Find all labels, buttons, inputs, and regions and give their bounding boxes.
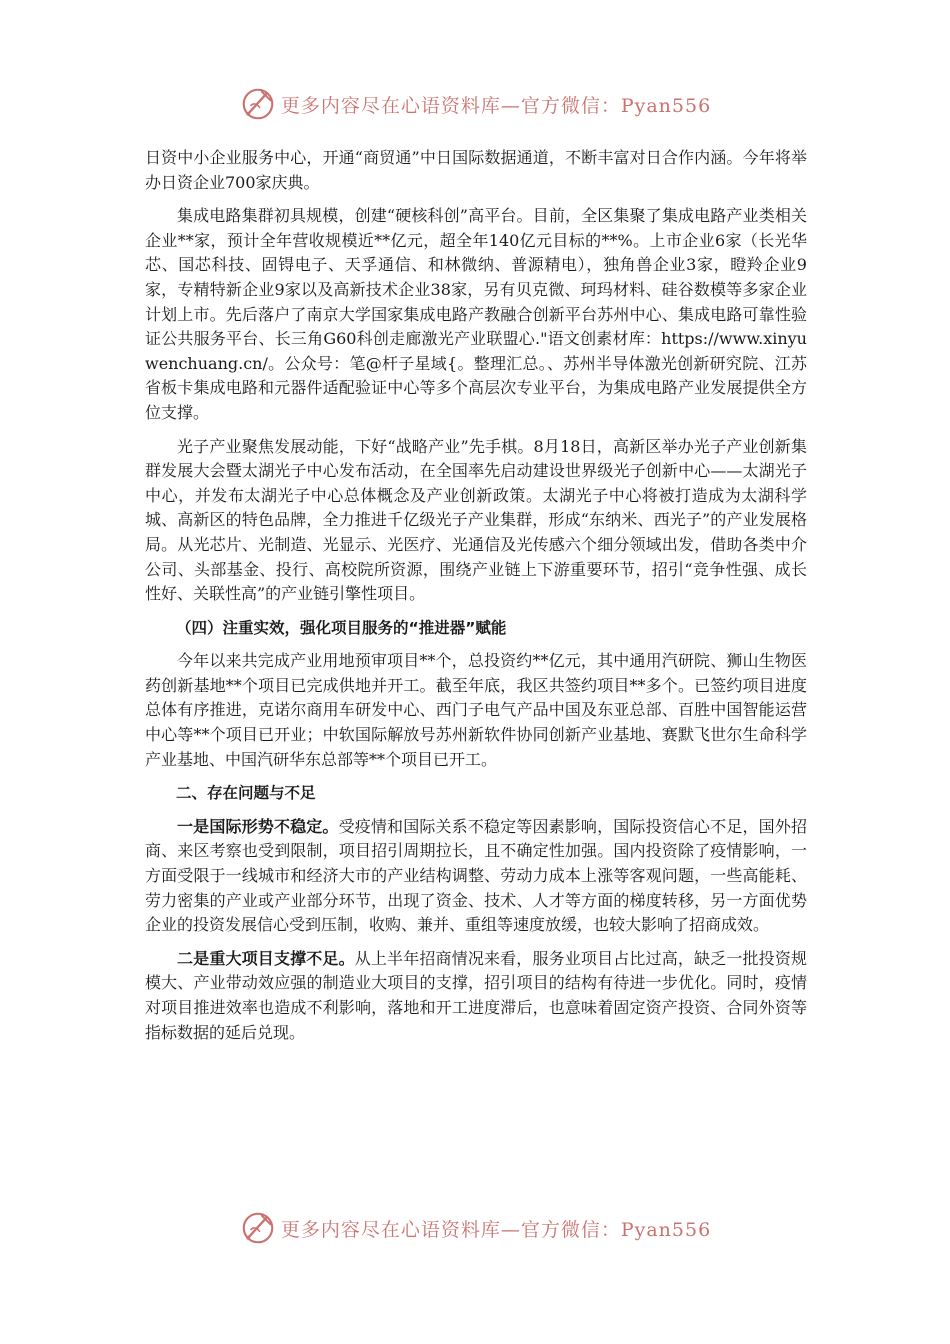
header-banner-text: 更多内容尽在心语资料库—官方微信：Pyan556 (280, 94, 712, 117)
section-heading-problems: 二、存在问题与不足 (176, 784, 316, 803)
paragraph-japan-service: 日资中小企业服务中心，开通“商贸通”中日国际数据通道，不断丰富对日合作内涵。今年将举办日资企业700家庆典。 (145, 148, 807, 192)
pen-logo-icon (239, 85, 277, 123)
paragraph-ic-cluster: 集成电路集群初具规模，创建“硬核科创”高平台。目前，全区集聚了集成电路产业类相关企业**家，预计全年营收规模近**亿元，超全年140亿元目标的**%。上市企业6家（长光华芯、国芯科技、固锝电子、天孚通信、和林微纳、普源精电），独角兽企业3家，瞪羚企业9家，专精特新企业9家以及高新技术企业38家，另有贝克微、珂玛材料、硅谷数模等多家企业计划上市。先后落户了南京大学国家集成电路产教融合创新平台苏州中心、集成电路可靠性验证公共服务平台、长三角G60科创走廊激光产业联盟心."语文创素材库：https://www.xinyuwenchuang.cn/。公众号：笔@杆子星域{。整理汇总。、苏州半导体激光创新研究院、江苏省板卡集成电路和元器件适配验证中心等多个高层次专业平台，为集成电路产业发展提供全方位支撑。 (145, 206, 807, 422)
document-body (145, 146, 807, 1054)
header-banner-inner (239, 85, 711, 123)
header-banner (0, 84, 950, 124)
footer-banner (0, 1208, 950, 1248)
body-international-situation: 受疫情和国际关系不稳定等因素影响，国际投资信心不足，国外招商、来区考察也受到限制，项目招引周期拉长，且不确定性加强。国内投资除了疫情影响，一方面受限于一线城市和经济大市的产业结构调整、劳动力成本上涨等客观问题，一些高能耗、劳力密集的产业或产业部分环节，出现了资金、技术、人才等方面的梯度转移，另一方面优势企业的投资发展信心受到压制，收购、兼并、重组等速度放缓，也较大影响了招商成效。 (145, 816, 807, 935)
paragraph-international-situation (145, 815, 807, 938)
paragraph-projects: 今年以来共完成产业用地预审项目**个，总投资约**亿元，其中通用汽研院、狮山生物医药创新基地**个项目已完成供地并开工。截至年底，我区共签约项目**多个。已签约项目进度总体有序推进，克诺尔商用车研发中心、西门子电气产品中国及东亚总部、百胜中国智能运营中心等**个项目已开业；中软国际解放号苏州新软件协同创新产业基地、赛默飞世尔生命科学产业基地、中国汽研华东总部等**个项目已开工。 (145, 651, 807, 769)
body-major-projects: 从上半年招商情况来看，服务业项目占比过高，缺乏一批投资规模大、产业带动效应强的制造业大项目的支撑，招引项目的结构有待进一步优化。同时，疫情对项目推进效率也造成不利影响，落地和开工进度滞后，也意味着固定资产投资、合同外资等指标数据的延后兑现。 (145, 948, 807, 1042)
section-heading-project-service: （四）注重实效，强化项目服务的“推进器”赋能 (176, 618, 507, 637)
lead-major-projects: 二是重大项目支撑不足。 (177, 948, 355, 968)
footer-banner-text: 更多内容尽在心语资料库—官方微信：Pyan556 (280, 1218, 712, 1241)
footer-banner-inner (239, 1209, 711, 1247)
paragraph-photonics: 光子产业聚焦发展动能，下好“战略产业”先手棋。8月18日，高新区举办光子产业创新集群发展大会暨太湖光子中心发布活动，在全国率先启动建设世界级光子创新中心——太湖光子中心，并发布太湖光子中心总体概念及产业创新政策。太湖光子中心将被打造成为太湖科学城、高新区的特色品牌，全力推进千亿级光子产业集群，形成“东纳米、西光子”的产业发展格局。从光芯片、光制造、光显示、光医疗、光通信及光传感六个细分领域出发，借助各类中介公司、头部基金、投行、高校院所资源，围绕产业链上下游重要环节，招引“竞争性强、成长性好、关联性高”的产业链引擎性项目。 (145, 436, 807, 604)
paragraph-major-projects (145, 947, 807, 1045)
lead-international-situation: 一是国际形势不稳定。 (177, 816, 339, 836)
pen-logo-icon (239, 1209, 277, 1247)
